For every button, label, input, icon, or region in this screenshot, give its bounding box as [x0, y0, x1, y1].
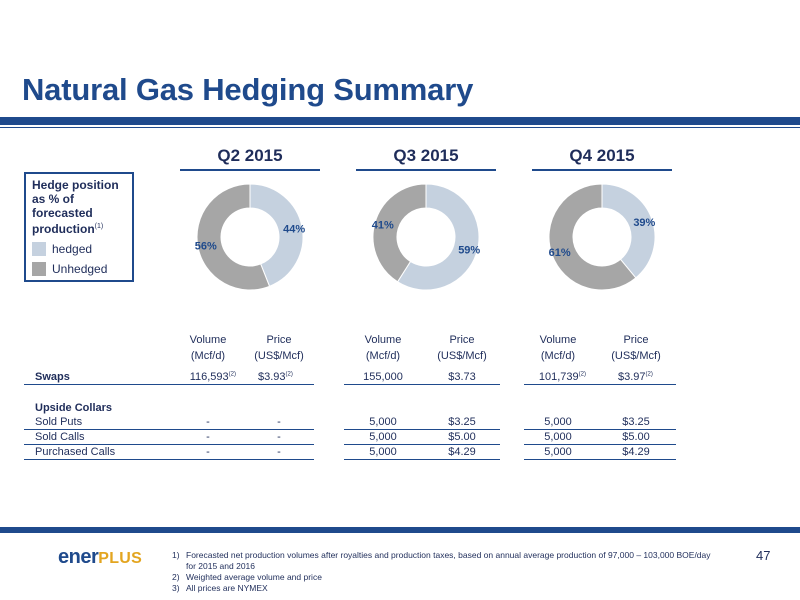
legend-title-line [32, 220, 126, 236]
cell-value: $3.93 [258, 371, 286, 383]
row-rule [524, 459, 676, 460]
table-cell: 5,000 [369, 431, 397, 443]
page-title: Natural Gas Hedging Summary [22, 72, 474, 107]
footnote-text: Forecasted net production volumes after royalties and production taxes, based on annual average production of 97,000 – 103,000 BOE/day for 2015 and 2016 [186, 550, 711, 571]
row-rule [524, 429, 676, 430]
quarter-q4 [532, 145, 672, 297]
legend-title-line: Hedge position [32, 178, 119, 192]
table-cell: $4.29 [622, 446, 650, 458]
footnote-text: All prices are NYMEX [186, 583, 268, 593]
row-label-sold-puts: Sold Puts [35, 416, 83, 428]
table-cell: 155,000 [363, 371, 403, 383]
quarter-q2 [180, 145, 320, 297]
col-header-line: Price [623, 334, 649, 346]
donut-percent-label: 56% [194, 240, 217, 253]
footnote-ref: (2) [228, 371, 236, 378]
col-header-line: Price [449, 334, 475, 346]
legend-title-text: production [32, 222, 95, 236]
donut-percent-label: 39% [633, 216, 656, 229]
table-cell: 5,000 [369, 416, 397, 428]
row-label-swaps: Swaps [35, 371, 70, 383]
footnote-ref: (2) [645, 371, 653, 378]
row-rule [24, 444, 314, 445]
table-cell: - [206, 446, 210, 458]
col-header-line: (Mcf/d) [365, 350, 401, 362]
row-rule [344, 429, 500, 430]
cell-value: 101,739 [538, 371, 579, 383]
legend-item-unhedged [32, 262, 126, 276]
table-cell: - [206, 431, 210, 443]
row-label-upside-collars: Upside Collars [35, 402, 113, 414]
footnote-number: 2) [172, 572, 180, 582]
footnotes [172, 550, 716, 594]
table-cell: 5,000 [544, 416, 572, 428]
col-header-line: (US$/Mcf) [254, 350, 304, 362]
row-rule [24, 429, 314, 430]
enerplus-logo [58, 546, 142, 569]
quarter-rule [356, 169, 496, 171]
footnote-number: 3) [172, 583, 180, 593]
table-cell: - [206, 416, 210, 428]
footnote-text: Weighted average volume and price [186, 572, 322, 582]
table-cell: $4.29 [448, 446, 476, 458]
donut-percent-label: 61% [548, 247, 571, 260]
col-header-volume-q3 [351, 332, 415, 364]
table-cell: $5.00 [448, 431, 476, 443]
col-header-line: Volume [539, 334, 577, 346]
title-divider-thin [0, 127, 800, 128]
row-rule [524, 384, 676, 385]
legend-title-line: forecasted [32, 206, 93, 220]
cell-value: 116,593 [189, 371, 229, 383]
quarter-q3 [356, 145, 496, 297]
table-cell: 5,000 [544, 446, 572, 458]
quarter-rule [532, 169, 672, 171]
footnote-ref: (1) [94, 223, 104, 230]
donut-chart-q2 [190, 177, 310, 297]
col-header-price-q4 [603, 332, 669, 364]
col-header-line: (Mcf/d) [190, 350, 226, 362]
donut-chart-q4 [542, 177, 662, 297]
col-header-volume-q4 [526, 332, 590, 364]
row-rule [344, 444, 500, 445]
quarter-rule [180, 169, 320, 171]
table-cell: - [277, 446, 281, 458]
legend-swatch-hedged [32, 242, 46, 256]
table-cell: - [277, 431, 281, 443]
table-cell: 5,000 [369, 446, 397, 458]
table-cell: $5.00 [622, 431, 650, 443]
footnote-ref: (2) [578, 371, 586, 378]
col-header-line: Volume [364, 334, 402, 346]
footnote-ref: (2) [285, 371, 293, 378]
donut-chart-q3 [366, 177, 486, 297]
cell-value: $3.97 [618, 371, 646, 383]
row-rule [24, 384, 314, 385]
logo-text: ener [58, 546, 99, 568]
table-cell [618, 371, 668, 383]
footer-divider [0, 527, 800, 533]
legend-label: hedged [52, 242, 93, 256]
footnote-number: 1) [172, 550, 180, 560]
col-header-line: Volume [189, 334, 227, 346]
col-header-price-q2 [246, 332, 312, 364]
footnote [172, 583, 716, 594]
legend-title [32, 178, 126, 236]
legend-label: Unhedged [52, 262, 108, 276]
table-cell: $3.73 [448, 371, 476, 383]
row-rule [344, 459, 500, 460]
page-number: 47 [756, 548, 771, 563]
footnote [172, 550, 716, 572]
col-header-line: (Mcf/d) [540, 350, 576, 362]
table-cell [522, 371, 586, 383]
row-label-sold-calls: Sold Calls [35, 431, 85, 443]
footnote [172, 572, 716, 583]
row-rule [344, 384, 500, 385]
legend-title-line: as % of [32, 192, 75, 206]
table-cell: - [277, 416, 281, 428]
table-cell [258, 371, 308, 383]
donut-percent-label: 59% [458, 244, 481, 257]
legend-box [24, 172, 134, 282]
col-header-line: (US$/Mcf) [611, 350, 661, 362]
legend-swatch-unhedged [32, 262, 46, 276]
table-cell: $3.25 [448, 416, 476, 428]
col-header-volume-q2 [176, 332, 240, 364]
quarter-label: Q2 2015 [217, 146, 283, 165]
row-rule [524, 444, 676, 445]
table-cell: $3.25 [622, 416, 650, 428]
logo-text-plus: PLUS [98, 550, 143, 567]
donut-percent-label: 44% [283, 223, 306, 236]
quarter-label: Q3 2015 [393, 146, 459, 165]
donut-slice-hedged [602, 184, 655, 278]
table-cell: 5,000 [544, 431, 572, 443]
legend-item-hedged [32, 242, 126, 256]
col-header-price-q3 [429, 332, 495, 364]
table-cell [172, 371, 236, 383]
row-label-purchased-calls: Purchased Calls [35, 446, 116, 458]
row-rule [24, 459, 314, 460]
col-header-line: (US$/Mcf) [437, 350, 487, 362]
donut-percent-label: 41% [371, 219, 394, 232]
quarter-label: Q4 2015 [569, 146, 635, 165]
col-header-line: Price [266, 334, 292, 346]
title-divider [0, 117, 800, 125]
